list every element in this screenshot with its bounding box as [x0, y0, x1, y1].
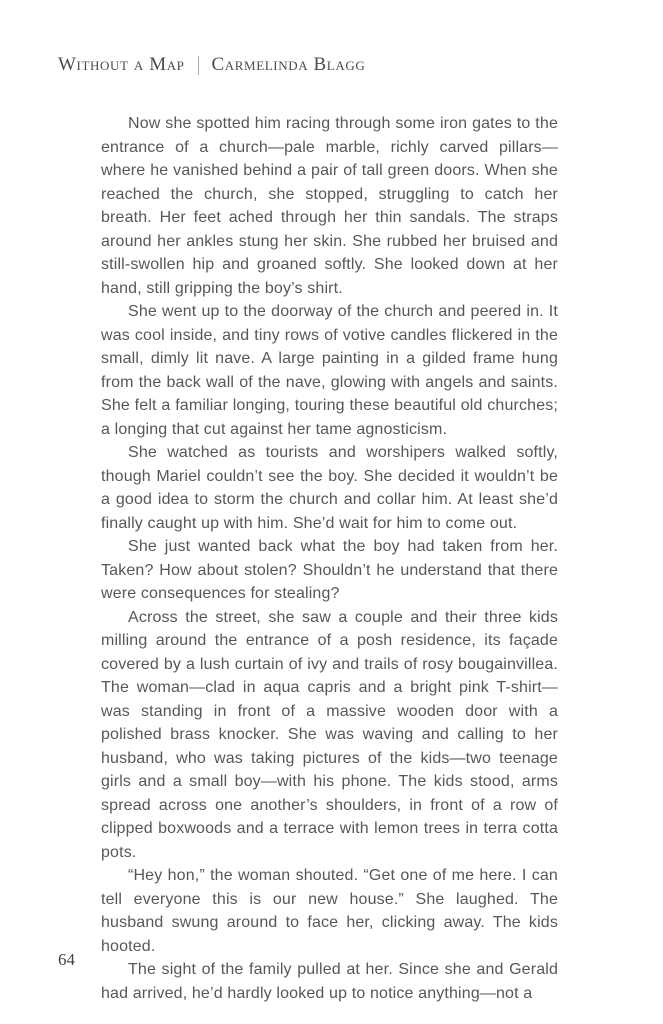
paragraph: She went up to the doorway of the church and peered in. It was cool inside, and tiny rows of votive candles flickered in the small, dimly lit nave. A large painting in a gilded frame hung from the back wall of the nave, glowing with angels and saints. She felt a familiar longing, touring these beautiful old churches; a longing that cut against her tame agnosticism.: [101, 303, 558, 438]
page-number: 64: [58, 950, 75, 969]
body-text: [101, 112, 558, 1005]
paragraph: She just wanted back what the boy had taken from her. Taken? How about stolen? Shouldn’t he understand that there were consequences for stealing?: [101, 538, 558, 602]
paragraph: Across the street, she saw a couple and their three kids milling around the entrance of a posh residence, its façade covered by a lush curtain of ivy and trails of rosy bougainvillea. The woman—clad in aqua capris and a bright pink T-shirt—was standing in front of a massive wooden door with a polished brass knocker. She was waving and calling to her husband, who was taking pictures of the kids—two teenage girls and a small boy—with his phone. The kids stood, arms spread across one another’s shoulders, in front of a row of clipped boxwoods and a terrace with lemon trees in terra cotta pots.: [101, 608, 558, 861]
paragraph: She watched as tourists and worshipers walked softly, though Mariel couldn’t see the boy. She decided it wouldn’t be a good idea to storm the church and collar him. At least she’d finally caught up with him. She’d wait for him to come out.: [101, 444, 558, 532]
paragraph: Now she spotted him racing through some iron gates to the entrance of a church—pale marble, richly carved pillars—where he vanished behind a pair of tall green doors. When she reached the church, she stopped, struggling to catch her breath. Her feet ached through her thin sandals. The straps around her ankles stung her skin. She rubbed her bruised and still-swollen hip and groaned softly. She looked down at her hand, still gripping the boy’s shirt.: [101, 115, 558, 297]
running-header: [58, 54, 365, 76]
paragraph: “Hey hon,” the woman shouted. “Get one of me here. I can tell everyone this is our new house.” She laughed. The husband swung around to face her, clicking away. The kids hooted.: [101, 867, 558, 955]
book-title: Without a Map: [58, 54, 185, 75]
paragraph: The sight of the family pulled at her. Since she and Gerald had arrived, he’d hardly looked up to notice anything—not a: [101, 961, 558, 1002]
author-name: Carmelinda Blagg: [211, 54, 366, 75]
header-divider: [198, 56, 199, 75]
